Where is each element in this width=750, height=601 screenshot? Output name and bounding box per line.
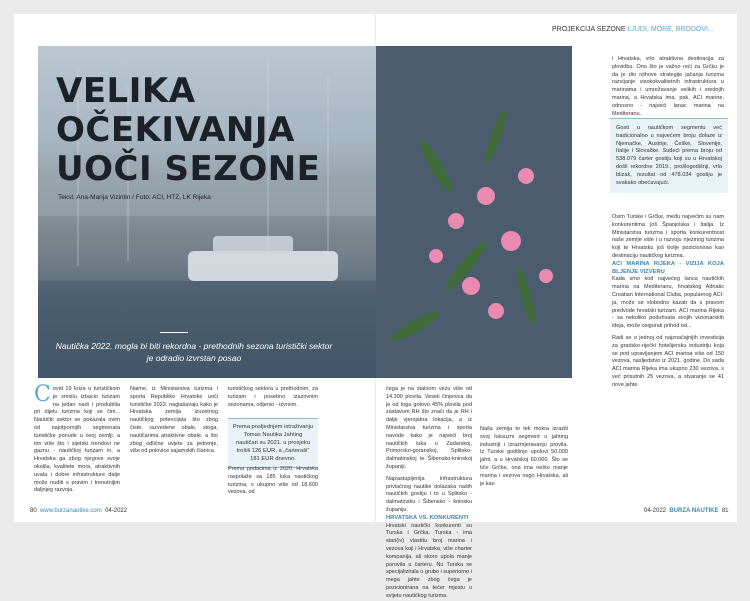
text-column-3 <box>228 386 318 409</box>
website-url: www.burzanautike.com <box>40 508 102 514</box>
right-col3-p3: Kada smo kod najvećeg lanca nautičkih marina na Mediteranu, hrvatskog Adriatic Croatian International Cluba, popularnog ACI-ja, može se slobodno kazati da s pravom predvode hrvatski turizam. ACI marina Rijeka - sa nekoliko poduhvata svojih vizionarskih ideja, može osigurati prihod od... <box>612 276 724 330</box>
right-page <box>376 14 737 599</box>
right-col3-p4: Radi se o jednoj od najznačajnijih investicija za gradsko-riječki hotelijersku industriju koja se pod upravljanjem ACI marina više od 150 vezova, nasljedstvo iz 2021. godine. Do sada ACI marina Rijeka ima ukupno 230 vezova, s već prisutnih 25 vezova, a stvaranje se 41 nove jahte. <box>612 334 724 388</box>
issue-right: 04-2022 <box>644 508 667 514</box>
text-column-3b <box>228 466 318 497</box>
section-header <box>552 26 714 33</box>
subtitle-divider <box>160 332 188 333</box>
right-text-column-4 <box>612 214 724 390</box>
right-footer <box>644 508 729 514</box>
right-text-column-1 <box>386 386 472 601</box>
right-col1-intro: čega je na stalnom vezu više od 14.300 plovila. Veseli činjenica da je od toga gotovo 45% plovila pod zastavom RH što znači da je RH i dalje vjerojatna lokacija, a iz Ministarstva turizma i sporta navode kako je najveći broj nautičkih luka u Zadarskoj, Primorsko-goranskoj, Splitsko-dalmatinskoj te Šibensko-kninskoj županiji. <box>386 386 472 470</box>
section-label: PROJEKCIJA SEZONE <box>552 26 626 33</box>
subheading-aci-marina-rijeka: ACI MARINA RIJEKA - VIZIJA KOJA BLJENJE VIZVERU <box>612 260 724 275</box>
issue-left: 04-2022 <box>105 508 128 514</box>
oleander-flowers-photo <box>376 46 572 378</box>
section-accent: LJUDI, MORE, BRODOVI... <box>627 26 714 33</box>
column-2-text: Naime, iz Ministarstva turizma i sporta Republike Hrvatske uoči turističke 2022. naglašavaju kako je Hrvatska zemlja izuzetnog nautičkog potencijala što zbog čiste, razvedene obale, stoga, nautičarima atraktivne obale, a što zbog odlične uvjete za jedrenje, više od polovice sajamskih članica. <box>130 386 218 455</box>
right-text-column-2 <box>480 426 568 488</box>
column-1-text: ovid 19 kriza u turističkom je smislu izbacio turizam na jedan nadi i produblila pri dijelu turizma koji se čini... Nautički sektor se pokazala ovim od najotpornijih segmenata turističke ponude u ovoj zemlji, a tim više što i sijetski trendovi ne gaznu - nautičkoj turizam in, a Hrvatska ga zbog njegove svoje okolila, kvalitete mora, atraktivnih uvala i dobre infrastrukture dalje može nuditi s pravim i trenutnijim daljnjeg razvoja. <box>34 386 120 494</box>
right-col3-intro: i Hrvatska, vrlo atraktivna destinacija za plovidbu. Ono što je važno reći za Grčku je da je dio njihove strategije jačanja turizma razvijanje visokokvalitetnih infrastruktura u marinama i umrežavanje velikih i srednjih marina, a Hrvatska ima, pak, ACI marine, odnosno - najveći lanac marina na Mediteranu. <box>612 56 724 117</box>
page-number-right: 81 <box>721 508 729 514</box>
info-box: Gosti u nautičkom segmentu već tradicionalno u najvećem broju dolaze iz Njemačke, Austrije, Češke, Slovenije, Italije i Slovačke. Sudeći prema broju od 538.079 čarter gostiju koji su u Hrvatskoj došli rekordne 2019., prošlogodišnji, vrlo blizak, rezultat od 478.034 gostiju je svakako obećavajući. <box>610 118 728 193</box>
headline-line-2: OČEKIVANJA <box>56 110 295 150</box>
byline: Tekst: Ana-Marija Vizintin / Foto: ACI, HTZ, LK Rijeka <box>58 194 211 201</box>
column-3b-text: Prema podacima iz 2020. Hrvatska raspolaže sa 185 luka nautičkog turizma, s ukupno više od 18.600 vezova, od <box>228 466 318 496</box>
pull-quote: Prema posljednjem istraživanju Tomas Nautika Jahting nautičari su 2021. u prosjeku trošili 126 EUR, a „čarteraši“ 181 EUR dnevno. <box>228 418 318 468</box>
text-column-1 <box>34 382 120 495</box>
left-page <box>14 14 375 522</box>
text-column-2 <box>130 386 218 456</box>
right-col1-p3: Hrvatski nautički konkurenti su Turska i Grčka. Turska - ima stari(iv) vlastitu broj marina i vezova koji i Hrvatska, više charter kompanija, ali skoro upola manje porovila u čarteru. Nu Turska se specijalizirala u grubo i superiorno i mega jahte zbog čega je pozicionirana na tećer mjestu u svijetu nautičkog turizma. <box>386 522 472 599</box>
article-headline <box>56 72 320 189</box>
article-subtitle: Nautička 2022. mogla bi biti rekordna - prethodnih sezona turistički sektor je odradio izvrstan posao <box>55 341 333 363</box>
headline-line-1: VELIKA <box>56 71 196 111</box>
right-col1-p2: Najzastupljenija infrastruktura privlačnog nautike dolazaka naših nautičkih gostiju i to u Splitsko - dalmatinsku i Šibensko - kninsku županiju. <box>386 475 472 513</box>
column-3-text: turističkog sektora u prethodnim, za turizam i posebno izazovnim sezonama, odjenio - izvrsim. <box>228 386 318 408</box>
magazine-name: BURZA NAUTIKE <box>669 508 719 514</box>
hero-photo-right <box>376 46 572 378</box>
headline-line-3: UOČI SEZONE <box>56 149 321 189</box>
subheading-croatia-vs-competitors: HRVATSKA VS. KONKURENTI <box>386 514 469 521</box>
drop-cap: C <box>34 382 51 407</box>
left-footer <box>30 508 127 514</box>
page-number-left: 80 <box>30 508 37 514</box>
right-text-column-3 <box>612 56 724 118</box>
right-col3-p2: Osim Turske i Grčke, među najvećim su nam konkurentima još Španjolska i Italija. Iz Ministarstva turizma i sporta konkurentnost naše zemlje vide i u razvoju njezinog turizma koji te Hrvatsku još bolje pozicionirao kao destinaciju nautičkog turizma. <box>612 214 724 259</box>
right-col2-p4: Naša zemlja to tek mokra izraziti svoj luksuzni segment u jahting industriji i izrazmjeravanju provila. Iz Turske godišnje upolovi 50.000 jahti, a u Hrvatskoj 60.000. Što se tiče Grčke, ona ima nešto manje marina i vezova nego Hrvatska, ali je kao <box>480 426 568 487</box>
